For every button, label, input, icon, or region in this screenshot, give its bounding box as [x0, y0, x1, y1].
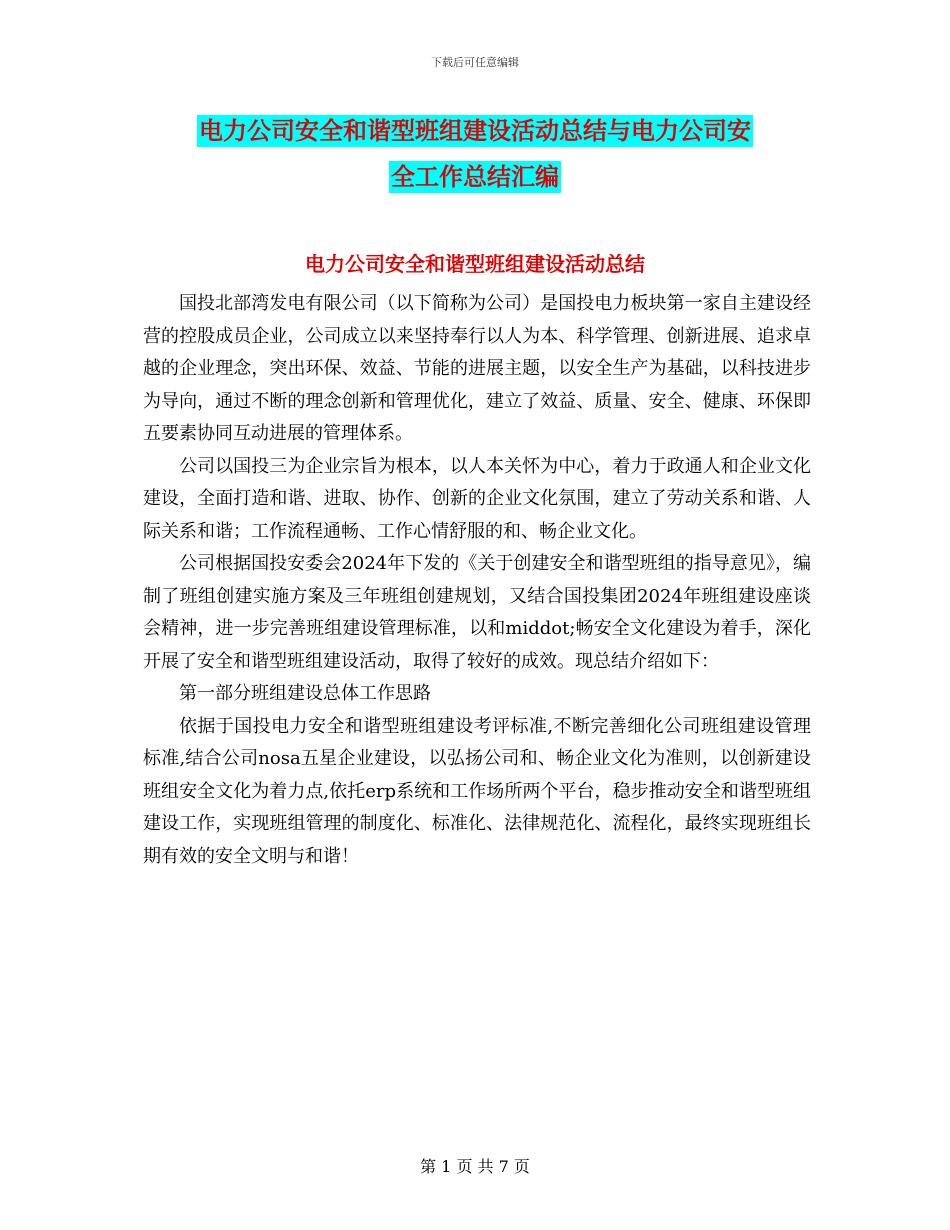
header-note: 下载后可任意编辑	[431, 56, 519, 69]
paragraph: 公司以国投三为企业宗旨为根本，以人本关怀为中心，着力于政通人和企业文化建设，全面打造和谐、进取、协作、创新的企业文化氛围，建立了劳动关系和谐、人际关系和谐；工作流程通畅、工作心情舒服的和、畅企业文化。	[143, 455, 811, 542]
page-footer: 第 1 页 共 7 页	[420, 1157, 530, 1176]
paragraph: 依据于国投电力安全和谐型班组建设考评标准,不断完善细化公司班组建设管理标准,结合公司nosa五星企业建设，以弘扬公司和、畅企业文化为准则，以创新建设班组安全文化为着力点,依托erp系统和工作场所两个平台，稳步推动安全和谐型班组建设工作，实现班组管理的制度化、标准化、法律规范化、流程化，最终实现班组长期有效的安全文明与和谐！	[143, 715, 811, 867]
document-title	[140, 108, 810, 200]
title-line-1: 电力公司安全和谐型班组建设活动总结与电力公司安	[199, 117, 751, 145]
paragraph: 国投北部湾发电有限公司（以下简称为公司）是国投电力板块第一家自主建设经营的控股成员企业，公司成立以来坚持奉行以人为本、科学管理、创新进展、追求卓越的企业理念，突出环保、效益、节能的进展主题，以安全生产为基础，以科技进步为导向，通过不断的理念创新和管理优化，建立了效益、质量、安全、健康、环保即五要素协同互动进展的管理体系。	[143, 293, 811, 444]
paragraph: 公司根据国投安委会2024年下发的《关于创建安全和谐型班组的指导意见》，编制了班组创建实施方案及三年班组创建规划，又结合国投集团2024年班组建设座谈会精神，进一步完善班组建设管理标准，以和middot;畅安全文化建设为着手，深化开展了安全和谐型班组建设活动，取得了较好的成效。现总结介绍如下：	[143, 553, 811, 672]
paragraph-heading: 第一部分班组建设总体工作思路	[179, 683, 431, 704]
title-line-2: 全工作总结汇编	[391, 163, 559, 191]
section-title: 电力公司安全和谐型班组建设活动总结	[305, 252, 645, 276]
body-text	[143, 288, 811, 873]
